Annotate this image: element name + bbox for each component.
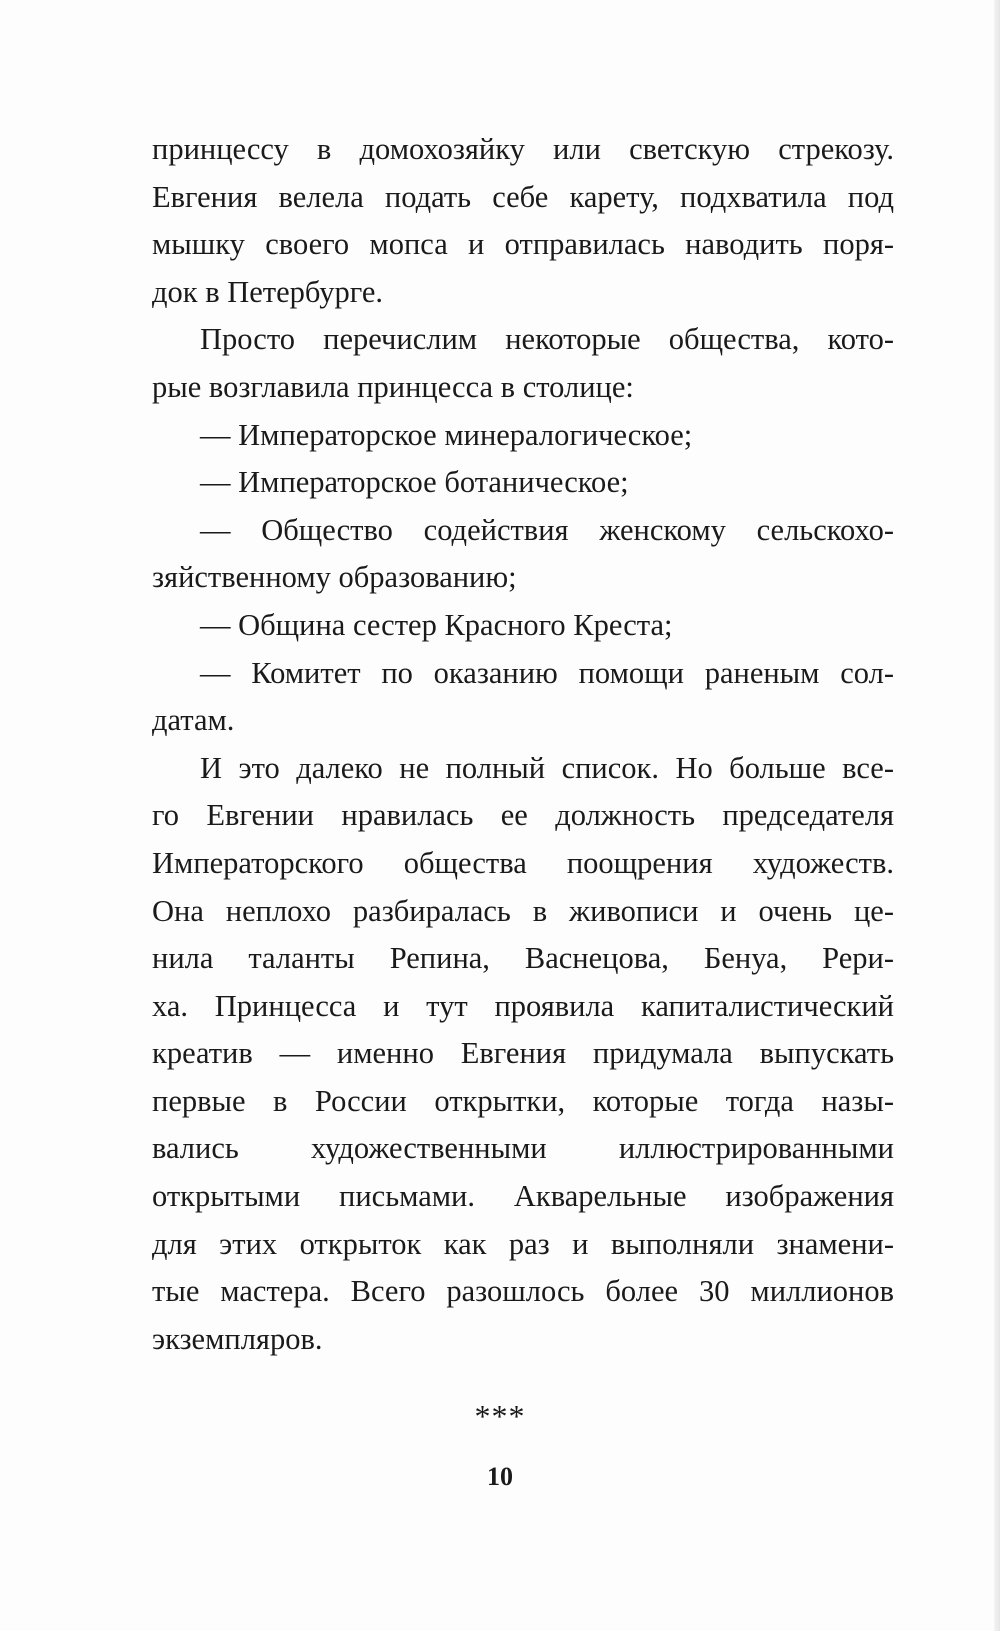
body-text bbox=[152, 126, 894, 1363]
text-line: го Евгении нравилась ее должность председателя bbox=[152, 798, 894, 833]
text-line: Просто перечислим некоторые общества, кото- bbox=[200, 322, 894, 357]
text-line: принцессу в домохозяйку или светскую стрекозу. bbox=[152, 132, 894, 166]
text-line: тые мастера. Всего разошлось более 30 миллионов bbox=[152, 1274, 894, 1309]
text-line: И это далеко не полный список. Но больше все- bbox=[200, 750, 894, 785]
text-line: креатив — именно Евгения придумала выпускать bbox=[152, 1036, 894, 1071]
text-line: экземпляров. bbox=[152, 1321, 323, 1356]
text-line: — Комитет по оказанию помощи раненым сол- bbox=[200, 655, 894, 690]
text-line: — Община сестер Красного Креста; bbox=[200, 607, 673, 642]
text-line: для этих открыток как раз и выполняли знамени- bbox=[152, 1226, 894, 1261]
page-number: 10 bbox=[487, 1462, 513, 1491]
text-line: Она неплохо разбиралась в живописи и очень це- bbox=[152, 893, 894, 928]
text-line: датам. bbox=[152, 703, 235, 738]
text-line: док в Петербурге. bbox=[152, 274, 384, 309]
text-line: мышку своего мопса и отправилась наводить поря- bbox=[152, 227, 894, 262]
text-line: нила таланты Репина, Васнецова, Бенуа, Рери- bbox=[152, 941, 894, 976]
text-line: ха. Принцесса и тут проявила капиталистический bbox=[152, 988, 894, 1023]
text-line: открытыми письмами. Акварельные изображения bbox=[152, 1179, 894, 1214]
text-line: — Общество содействия женскому сельскохо- bbox=[200, 512, 894, 547]
text-line: — Императорское ботаническое; bbox=[200, 465, 629, 500]
text-line: Императорского общества поощрения художеств. bbox=[152, 845, 894, 880]
text-line: зяйственному образованию; bbox=[152, 560, 517, 595]
text-line: рые возглавила принцесса в столице: bbox=[152, 369, 634, 404]
section-separator: *** bbox=[474, 1398, 526, 1434]
page-edge bbox=[994, 0, 1000, 1631]
text-line: вались художественными иллюстрированными bbox=[152, 1131, 894, 1166]
text-line: первые в России открытки, которые тогда назы- bbox=[152, 1083, 894, 1118]
text-line: Евгения велела подать себе карету, подхватила под bbox=[152, 179, 894, 214]
text-line: — Императорское минералогическое; bbox=[200, 417, 693, 452]
